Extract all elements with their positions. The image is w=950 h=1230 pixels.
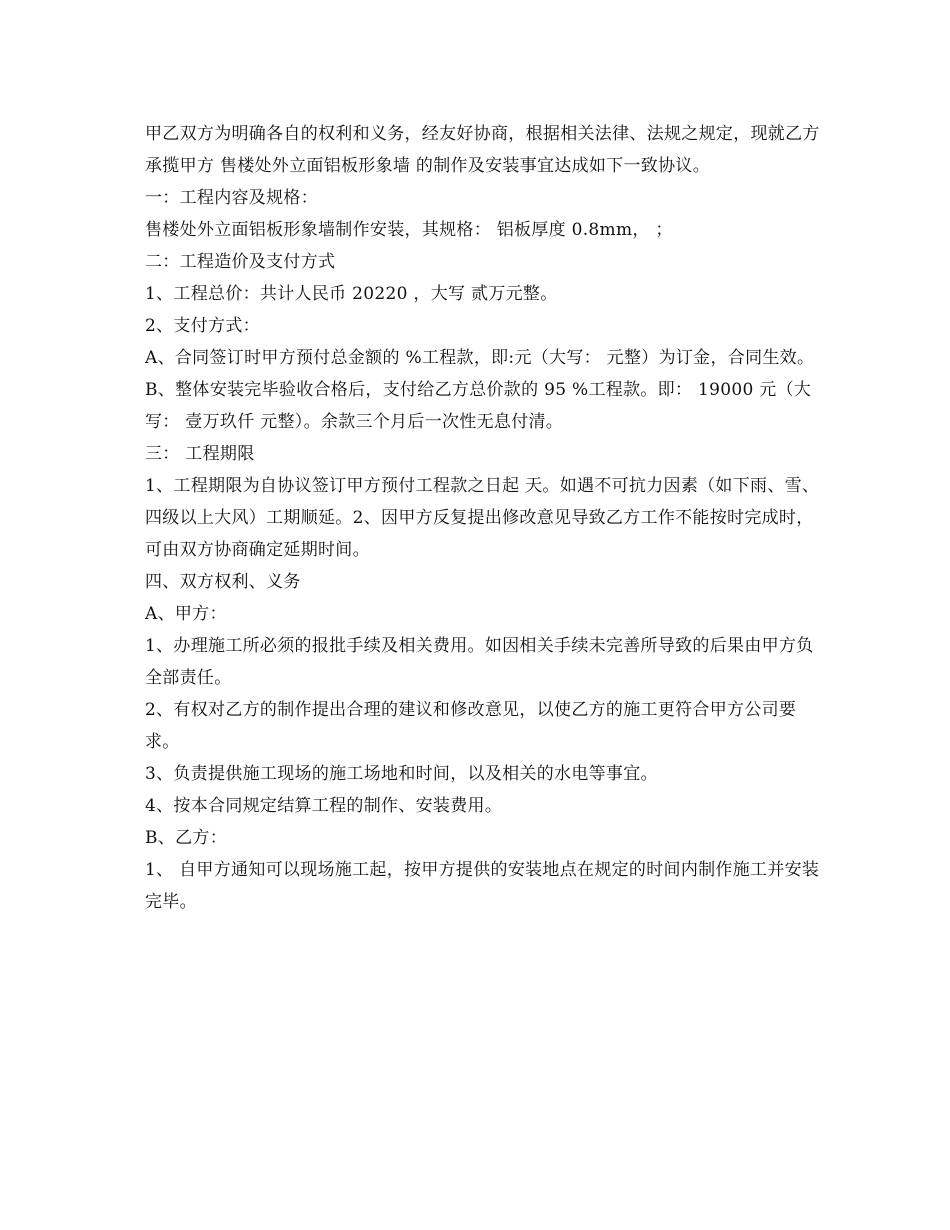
paragraph-party-a-1: 1、办理施工所必须的报批手续及相关费用。如因相关手续未完善所导致的后果由甲方负全部责任。 bbox=[145, 636, 814, 688]
paragraph-party-b-1: 1、 自甲方通知可以现场施工起，按甲方提供的安装地点在规定的时间内制作施工并安装完毕。 bbox=[145, 860, 820, 912]
paragraph-payment-method: 2、支付方式： bbox=[145, 316, 260, 336]
paragraph-payment-b: B、整体安装完毕验收合格后，支付给乙方总价款的 95 %工程款。即： 19000 元（大写： 壹万玖仟 元整）。余款三个月后一次性无息付清。 bbox=[145, 380, 812, 432]
paragraph-payment-a: A、合同签订时甲方预付总金额的 %工程款，即:元（大写： 元整）为订金，合同生效。 bbox=[145, 348, 815, 368]
paragraph-party-a-2: 2、有权对乙方的制作提出合理的建议和修改意见，以使乙方的施工更符合甲方公司要求。 bbox=[145, 700, 797, 752]
paragraph-spec: 售楼处外立面铝板形象墙制作安装，其规格： 铝板厚度 0.8mm， ； bbox=[145, 220, 673, 240]
subheading-party-b: B、乙方： bbox=[145, 828, 227, 848]
paragraph-party-a-3: 3、负责提供施工现场的施工场地和时间，以及相关的水电等事宜。 bbox=[145, 764, 658, 784]
section-heading-1: 一：工程内容及规格： bbox=[145, 188, 318, 208]
paragraph-total-price: 1、工程总价：共计人民币 20220 ，大写 贰万元整。 bbox=[145, 284, 558, 304]
document-body bbox=[145, 118, 825, 918]
section-heading-2: 二：工程造价及支付方式 bbox=[145, 252, 336, 272]
section-heading-4: 四、双方权利、义务 bbox=[145, 572, 301, 592]
subheading-party-a: A、甲方： bbox=[145, 604, 227, 624]
paragraph-duration: 1、工程期限为自协议签订甲方预付工程款之日起 天。如遇不可抗力因素（如下雨、雪、四级以上大风）工期顺延。2、因甲方反复提出修改意见导致乙方工作不能按时完成时，可由双方协商确定延期时间。 bbox=[145, 476, 820, 560]
paragraph-party-a-4: 4、按本合同规定结算工程的制作、安装费用。 bbox=[145, 796, 503, 816]
section-heading-3: 三： 工程期限 bbox=[145, 444, 255, 464]
paragraph-intro: 甲乙双方为明确各自的权利和义务，经友好协商，根据相关法律、法规之规定，现就乙方承揽甲方 售楼处外立面铝板形象墙 的制作及安装事宜达成如下一致协议。 bbox=[145, 124, 820, 176]
